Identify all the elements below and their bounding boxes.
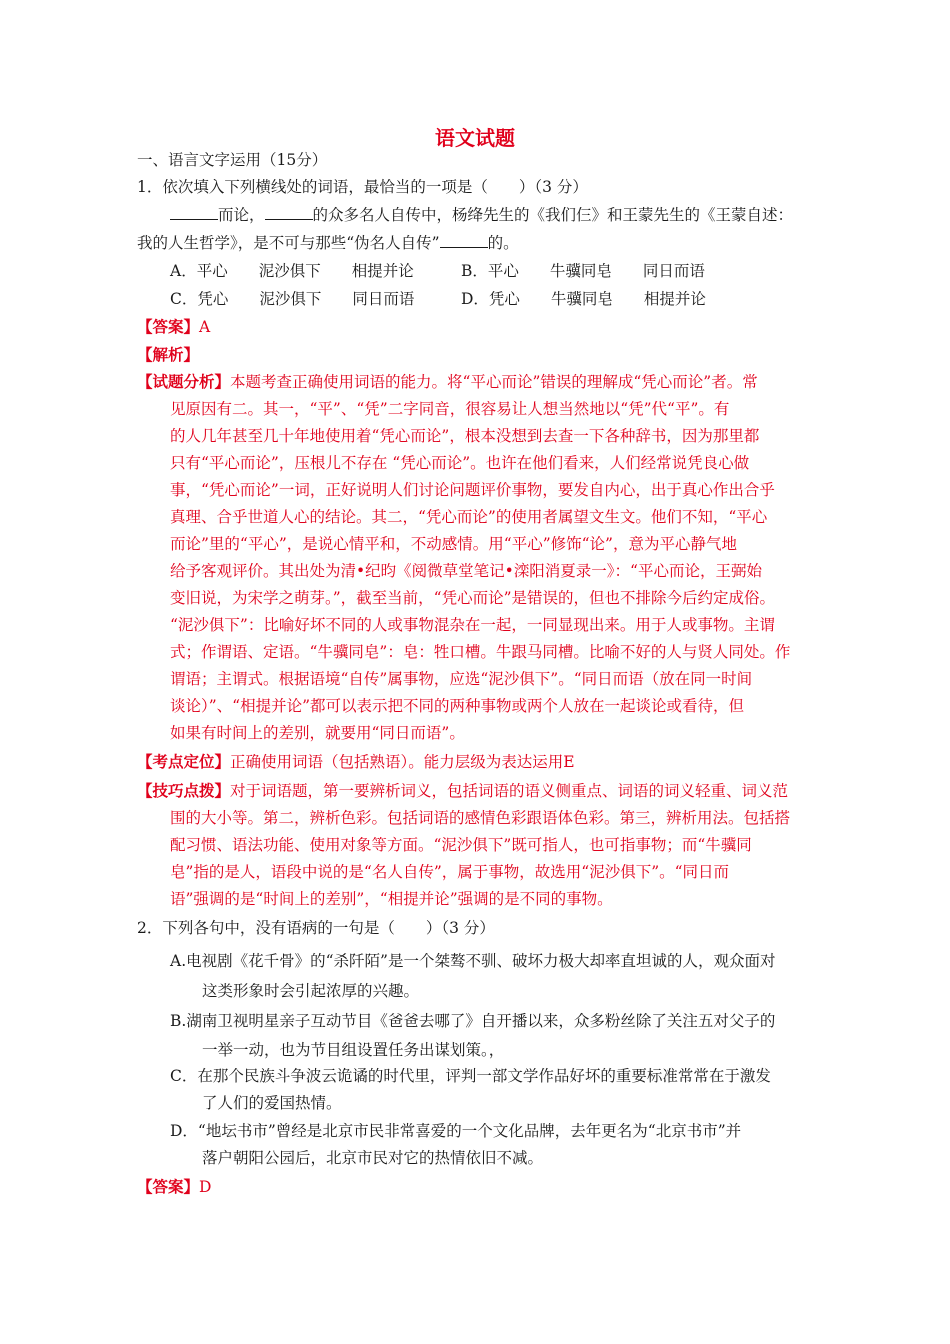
q2-option-d-line2: 落户朝阳公园后，北京市民对它的热情依旧不减。 xyxy=(202,1149,544,1167)
section-heading: 一、语言文字运用（15分） xyxy=(137,151,328,169)
jiqiao-tag: 【技巧点拨】 xyxy=(137,781,231,800)
q2-option-c-line2: 了人们的爱国热情。 xyxy=(202,1094,342,1112)
q2-stem: 2．下列各句中，没有语病的一句是（ ）（3 分） xyxy=(137,919,495,937)
q1-option-d: D．凭心 牛骥同皂 相提并论 xyxy=(461,290,706,308)
q2-option-a-line2: 这类形象时会引起浓厚的兴趣。 xyxy=(202,982,420,1000)
jiqiao-text: 对于词语题，第一要辨析词义，包括词语的语义侧重点、词语的词义轻重、词义范 xyxy=(230,782,789,800)
jiqiao-line-0 xyxy=(137,781,788,801)
page-title: 语文试题 xyxy=(435,126,515,150)
blank-1 xyxy=(170,205,218,220)
jiqiao-line: 配习惯、语法功能、使用对象等方面。“泥沙俱下”既可指人，也可指事物；而“牛骥同 xyxy=(170,836,752,854)
q2-option-d-line1: D．“地坛书市”曾经是北京市民非常喜爱的一个文化品牌，去年更名为“北京书市”并 xyxy=(170,1122,742,1140)
q1-passage-line2 xyxy=(137,233,519,253)
analysis-line: 给予客观评价。其出处为清•纪昀《阅微草堂笔记•滦阳消夏录一》：“平心而论，王弼始 xyxy=(170,562,762,580)
kaodian-line xyxy=(137,752,575,772)
jiqiao-line: 围的大小等。第二，辨析色彩。包括词语的感情色彩跟语体色彩。第三，辨析用法。包括搭 xyxy=(170,809,791,827)
jiqiao-line: 语”强调的是“时间上的差别”，“相提并论”强调的是不同的事物。 xyxy=(170,890,613,908)
q1-passage-text-a: 而论， xyxy=(218,206,265,224)
q1-passage-text-d: 的。 xyxy=(487,234,519,252)
analysis-line: “泥沙俱下”：比喻好坏不同的人或事物混杂在一起，一同显现出来。用于人或事物。主谓 xyxy=(170,616,775,634)
answer-tag: 【答案】 xyxy=(137,317,200,336)
q1-option-c: C．凭心 泥沙俱下 同日而语 xyxy=(170,290,415,308)
q1-stem: 1．依次填入下列横线处的词语，最恰当的一项是（ ）（3 分） xyxy=(137,178,588,196)
q1-answer-line xyxy=(137,317,210,337)
analysis-text: 本题考查正确使用词语的能力。将“平心而论”错误的理解成“凭心而论”者。常 xyxy=(230,373,758,391)
q2-option-b-line2: 一举一动，也为节目组设置任务出谋划策。， xyxy=(202,1041,505,1059)
q1-passage-text-b: 的众多名人自传中，杨绛先生的《我们仨》和王蒙先生的《王蒙自述： xyxy=(312,206,794,224)
analysis-line: 事，“凭心而论”一词，正好说明人们讨论问题评价事物，要发自内心，出于真心作出合乎 xyxy=(170,481,775,499)
analysis-line-0 xyxy=(137,372,758,392)
q1-passage-line1 xyxy=(170,205,793,225)
analysis-line: 只有“平心而论”，压根儿不存在 “凭心而论”。也许在他们看来，人们经常说凭良心做 xyxy=(170,454,750,472)
kaodian-text: 正确使用词语（包括熟语）。能力层级为表达运用E xyxy=(230,753,575,771)
analysis-line: 如果有时间上的差别，就要用“同日而语”。 xyxy=(170,724,465,742)
kaodian-tag: 【考点定位】 xyxy=(137,752,231,771)
analysis-line: 而论”里的“平心”，是说心情平和，不动感情。用“平心”修饰“论”，意为平心静气地 xyxy=(170,535,737,553)
q2-answer-line xyxy=(137,1177,211,1197)
answer-tag: 【答案】 xyxy=(137,1177,200,1196)
q1-answer: A xyxy=(199,318,211,336)
q2-answer: D xyxy=(199,1178,212,1196)
analysis-line: 见原因有二。其一，“平”、“凭”二字同音，很容易让人想当然地以“凭”代“平”。有 xyxy=(170,400,730,418)
analysis-line: 变旧说，为宋学之萌芽。”，截至当前，“凭心而论”是错误的，但也不排除今后约定成俗。 xyxy=(170,589,776,607)
q1-option-b: B．平心 牛骥同皂 同日而语 xyxy=(461,262,705,280)
analysis-tag: 【试题分析】 xyxy=(137,372,231,391)
blank-2 xyxy=(265,205,313,220)
jiqiao-line: 皂”指的是人，语段中说的是“名人自传”，属于事物，故选用“泥沙俱下”。“同日而 xyxy=(170,863,730,881)
analysis-line: 真理、合乎世道人心的结论。其二，“凭心而论”的使用者属望文生文。他们不知，“平心 xyxy=(170,508,768,526)
q1-option-a: A．平心 泥沙俱下 相提并论 xyxy=(170,262,414,280)
q1-passage-text-c: 我的人生哲学》，是不可与那些“伪名人自传” xyxy=(137,234,440,252)
blank-3 xyxy=(440,233,488,248)
q2-option-a-line1: A.电视剧《花千骨》的“杀阡陌”是一个桀骜不驯、破坏力极大却率直坦诚的人，观众面对 xyxy=(170,952,776,970)
jiexi-tag: 【解析】 xyxy=(137,345,200,364)
analysis-line: 谈论）”、“相提并论”都可以表示把不同的两种事物或两个人放在一起谈论或看待，但 xyxy=(170,697,745,715)
analysis-line: 式；作谓语、定语。“牛骥同皂”：皂：牲口槽。牛跟马同槽。比喻不好的人与贤人同处。作 xyxy=(170,643,791,661)
analysis-line: 的人几年甚至几十年地使用着“凭心而论”，根本没想到去查一下各种辞书，因为那里都 xyxy=(170,427,760,445)
q2-option-c-line1: C．在那个民族斗争波云诡谲的时代里，评判一部文学作品好坏的重要标准常常在于激发 xyxy=(170,1067,771,1085)
q2-option-b-line1: B.湖南卫视明星亲子互动节目《爸爸去哪了》自开播以来，众多粉丝除了关注五对父子的 xyxy=(170,1012,776,1030)
analysis-line: 谓语；主谓式。根据语境“自传”属事物，应选“泥沙俱下”。“同日而语（放在同一时间 xyxy=(170,670,753,688)
